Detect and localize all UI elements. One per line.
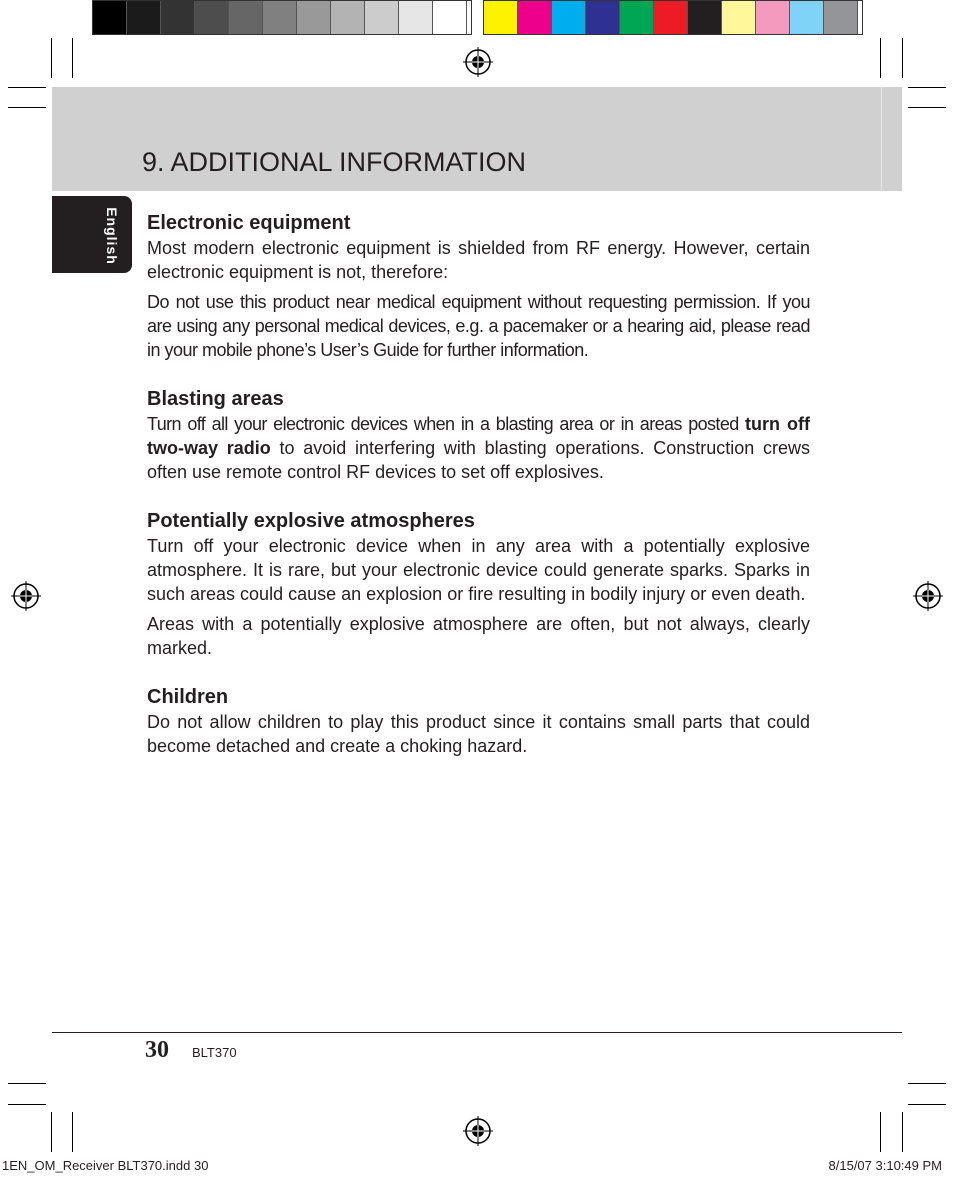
section-heading: Potentially explosive atmospheres [147, 510, 475, 532]
color-swatch [586, 1, 620, 34]
main-content [147, 210, 810, 782]
color-swatch [552, 1, 586, 34]
color-swatch [297, 1, 331, 34]
section-heading: Children [147, 686, 229, 708]
color-swatch [654, 1, 688, 34]
color-swatch [263, 1, 297, 34]
crop-mark [908, 107, 946, 108]
page-title: 9. ADDITIONAL INFORMATION [142, 147, 527, 177]
crop-mark [908, 1104, 946, 1105]
paragraph: Do not allow children to play this product since it contains small parts that could become detached and create a choking hazard. [147, 712, 810, 756]
color-swatch [620, 1, 654, 34]
color-swatch [331, 1, 365, 34]
registration-target-icon [11, 581, 41, 611]
crop-mark [8, 107, 46, 108]
color-swatch [195, 1, 229, 34]
crop-mark [8, 87, 46, 88]
color-swatch [433, 1, 467, 34]
crop-mark [880, 1112, 881, 1152]
section-electronic-equipment [147, 210, 810, 362]
page-number: 30 [145, 1037, 169, 1063]
crop-mark [908, 87, 946, 88]
crop-mark [908, 1083, 946, 1084]
paragraph: Most modern electronic equipment is shielded from RF energy. However, certain electronic equipment is not, therefore: [147, 238, 810, 282]
section-heading: Blasting areas [147, 388, 284, 410]
crop-mark [72, 38, 73, 78]
color-swatch [127, 1, 161, 34]
crop-mark [72, 1112, 73, 1152]
paragraph: Areas with a potentially explosive atmosphere are often, but not always, clearly marked. [147, 614, 810, 658]
color-swatch [365, 1, 399, 34]
color-swatch [688, 1, 722, 34]
language-tab-label [103, 204, 121, 268]
color-swatch [790, 1, 824, 34]
registration-target-icon [463, 1116, 493, 1146]
crop-mark [51, 38, 52, 78]
crop-mark [902, 1112, 903, 1152]
color-swatch [484, 1, 518, 34]
crop-mark [8, 1104, 46, 1105]
process-color-bar [483, 0, 863, 35]
model-name: BLT370 [192, 1045, 237, 1060]
color-swatch [518, 1, 552, 34]
paragraph [147, 412, 810, 484]
color-swatch [722, 1, 756, 34]
registration-target-icon [463, 47, 493, 77]
crop-mark [880, 38, 881, 78]
color-swatch [756, 1, 790, 34]
color-swatch [824, 1, 858, 34]
footer-rule [52, 1032, 902, 1033]
emphasis-text: turn off two-way radio [147, 414, 810, 458]
section-blasting-areas [147, 386, 810, 484]
section-children [147, 684, 810, 758]
slug-file-name: 1EN_OM_Receiver BLT370.indd 30 [2, 1158, 209, 1173]
crop-mark [51, 1112, 52, 1152]
color-swatch [161, 1, 195, 34]
crop-mark [902, 38, 903, 78]
paragraph-text: Turn off all your electronic devices when in a blasting area or in areas posted [147, 414, 746, 434]
language-tab-text: English [104, 207, 120, 265]
color-swatch [229, 1, 263, 34]
paragraph-text: to avoid interfering with blasting operations. Construction crews often use remote control RF devices to set off explosives. [147, 438, 810, 482]
section-heading: Electronic equipment [147, 212, 351, 234]
section-explosive-atmospheres [147, 508, 810, 660]
paragraph: Do not use this product near medical equipment without requesting permission. If you are using any personal medical devices, e.g. a pacemaker or a hearing aid, please read in your mobile phone’s User’s Guide for further information. [147, 292, 810, 360]
slug-timestamp: 8/15/07 3:10:49 PM [828, 1158, 942, 1173]
registration-target-icon [913, 581, 943, 611]
crop-mark [8, 1083, 46, 1084]
color-swatch [399, 1, 433, 34]
grayscale-color-bar [92, 0, 472, 35]
color-swatch [93, 1, 127, 34]
paragraph: Turn off your electronic device when in any area with a potentially explosive atmosphere. It is rare, but your electronic device could generate sparks. Sparks in such areas could cause an explosion or fire resulting in bodily injury or even death. [147, 536, 810, 604]
